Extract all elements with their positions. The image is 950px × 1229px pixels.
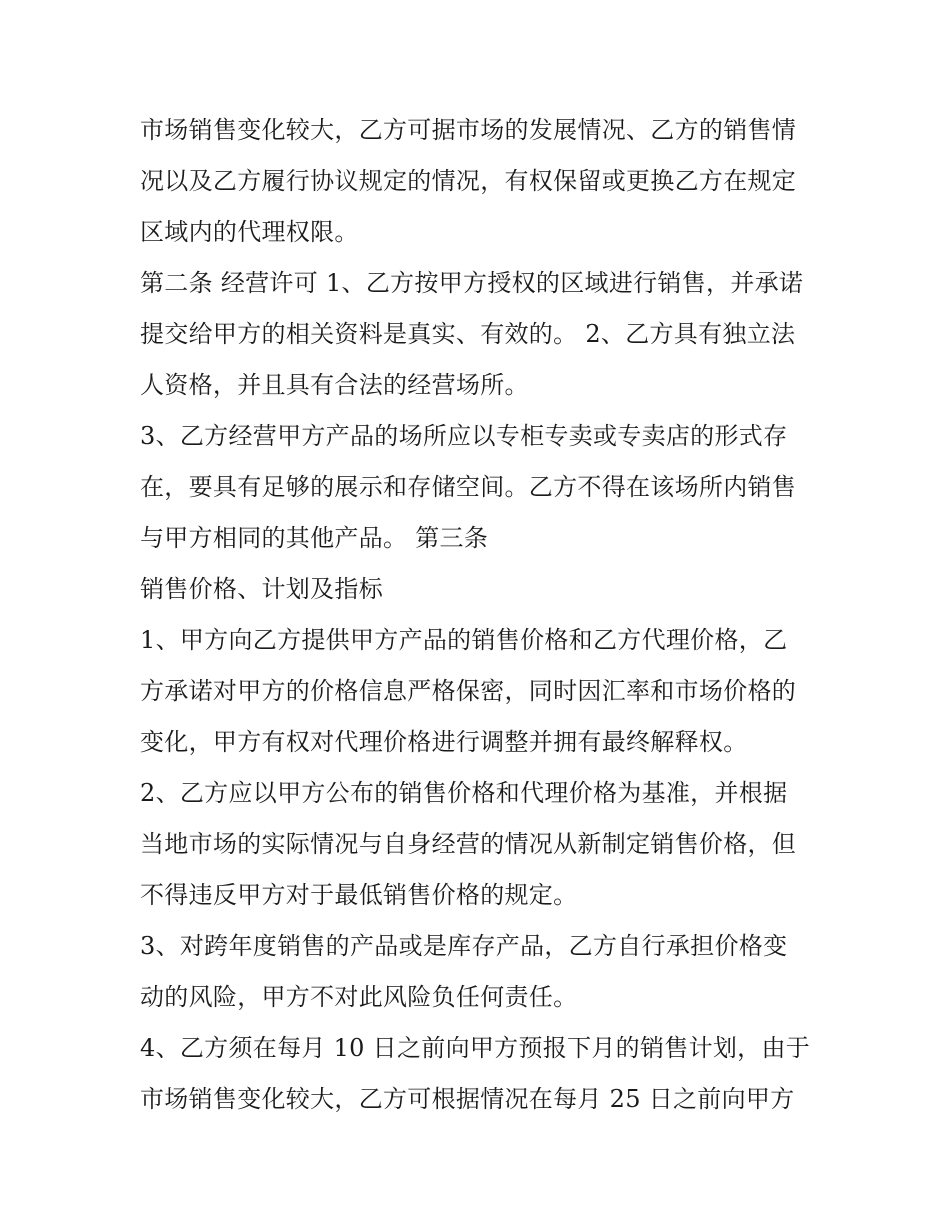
text-line: 1、甲方向乙方提供甲方产品的销售价格和乙方代理价格，乙 [140,626,788,654]
text-line: 市场销售变化较大，乙方可根据情况在每月 25 日之前向甲方 [140,1085,795,1113]
text-line: 况以及乙方履行协议规定的情况，有权保留或更换乙方在规定 [140,167,797,195]
text-line: 3、对跨年度销售的产品或是库存产品，乙方自行承担价格变 [140,932,788,960]
text-line: 与甲方相同的其他产品。 第三条 [140,524,489,552]
text-line: 区域内的代理权限。 [140,218,359,246]
text-line: 人资格，并且具有合法的经营场所。 [140,371,529,399]
text-line: 市场销售变化较大，乙方可据市场的发展情况、乙方的销售情 [140,116,797,144]
text-line: 方承诺对甲方的价格信息严格保密，同时因汇率和市场价格的 [140,677,797,705]
section-heading: 销售价格、计划及指标 [140,575,383,603]
text-line: 当地市场的实际情况与自身经营的情况从新制定销售价格，但 [140,830,797,858]
text-line: 变化，甲方有权对代理价格进行调整并拥有最终解释权。 [140,728,748,756]
text-line: 第二条 经营许可 1、乙方按甲方授权的区域进行销售，并承诺 [140,269,804,297]
text-line: 2、乙方应以甲方公布的销售价格和代理价格为基准，并根据 [140,779,788,807]
text-line: 在，要具有足够的展示和存储空间。乙方不得在该场所内销售 [140,473,797,501]
text-line: 4、乙方须在每月 10 日之前向甲方预报下月的销售计划，由于 [140,1034,811,1062]
text-line: 3、乙方经营甲方产品的场所应以专柜专卖或专卖店的形式存 [140,422,788,450]
text-line: 不得违反甲方对于最低销售价格的规定。 [140,881,578,909]
text-line: 动的风险，甲方不对此风险负任何责任。 [140,983,578,1011]
text-line: 提交给甲方的相关资料是真实、有效的。 2、乙方具有独立法 [140,320,796,348]
